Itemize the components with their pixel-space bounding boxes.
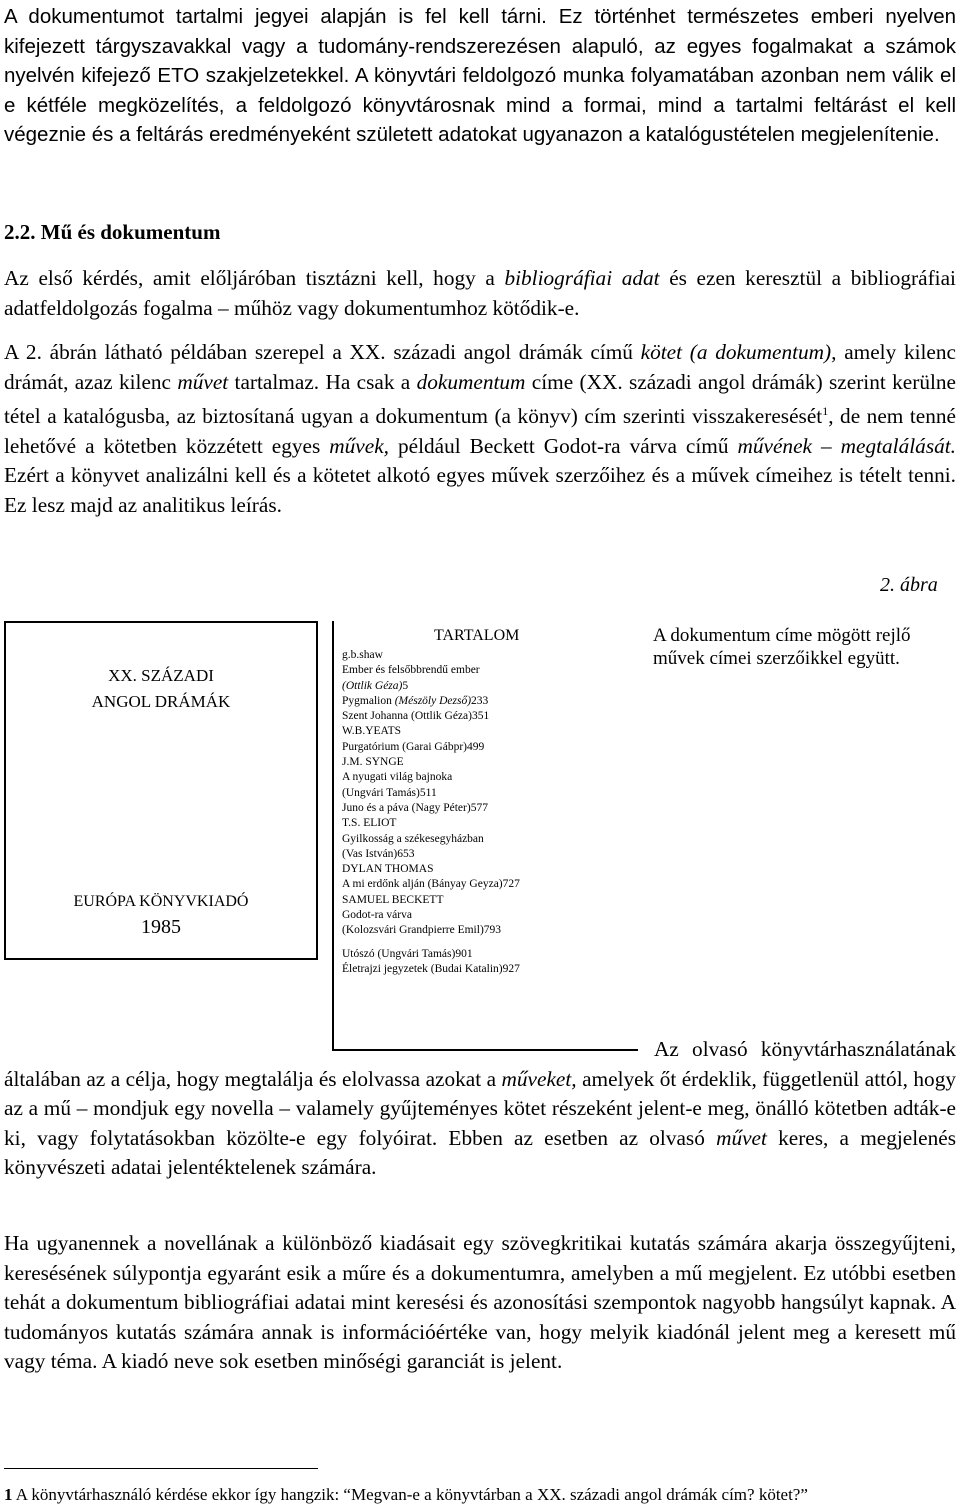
toc-entry-title: g.b.shaw [342, 649, 383, 661]
footnote-number: 1 [4, 1485, 13, 1504]
para2-emphasis-2: művet [177, 369, 229, 394]
section-heading: 2.2. Mű és dokumentum [4, 220, 221, 244]
para2-text-g: Ezért a könyvet analizálni kell és a kötetet alkotó egyes művek szerzőihez és a művek címeihez is tételt tenni. Ez lesz majd az analitikus leírás. [4, 463, 956, 517]
para3-text-a: Az olvasó könyvtárhasználatának általában az a célja, hogy megtalálja és elolvassa azokat a [4, 1037, 956, 1091]
toc-entry-title: T.S. ELIOT [342, 817, 397, 830]
toc-entry-page: 511 [419, 786, 437, 799]
toc-entry [342, 724, 624, 739]
toc-entry-title: DYLAN THOMAS [342, 863, 434, 876]
toc-entry-title: Gyilkosság a székesegyházban [342, 832, 484, 845]
toc-list [342, 648, 624, 939]
cover-publisher: EURÓPA KÖNYVKIADÓ [73, 893, 249, 910]
toc-entry-title: A nyugati világ bajnoka [342, 771, 453, 784]
toc-entry [342, 893, 624, 908]
toc-entry-page: 5 [402, 679, 409, 692]
toc-entry [342, 816, 624, 831]
toc-entry [342, 740, 624, 755]
footnote-rule [4, 1468, 318, 1469]
toc-entry-page: 577 [470, 801, 488, 814]
para2-emphasis-4: művek, [329, 433, 389, 458]
toc-entry [342, 877, 624, 892]
toc-heading: TARTALOM [434, 627, 520, 644]
paragraph-3 [4, 1035, 956, 1183]
toc-entry-title: Godot-ra várva [342, 909, 412, 922]
intro-paragraph [4, 2, 956, 150]
toc-entry-page: 793 [483, 924, 502, 937]
para2-text-c: tartalmaz. Ha csak a [228, 369, 417, 394]
toc-entry-title: A mi erdőnk alján (Bányay Geyza) [342, 878, 503, 891]
intro-sentence-2: A könyvtári feldolgozó munka folyamatában azonban nem válik el e kétféle megközelítés, a feldolgozó könyvtárosnak mind a formai, mind a tartalmi feltárást el kell végeznie és a feltárás eredményeként született adatokat ugyanazon a katalógustételen megjelenítenie. [4, 64, 956, 147]
toc-entry-title: W.B.YEATS [342, 725, 401, 738]
cover-title [6, 663, 316, 715]
book-cover-box [4, 621, 318, 960]
para3-text-b: amelyek őt érdeklik, függetlenül attól, hogy az a mű – mondjuk egy novella – valamely gyűjteményes kötet részeként jelent-e meg, önálló kötetben adták-e ki, vagy folytatásokban közölte-e egy folyóirat. Ebben az esetben az olvasó [4, 1066, 956, 1150]
para1-text-b: és ezen keresztül a bibliográfiai adatfeldolgozás fogalma – műhöz vagy dokumentumhoz kötődik-e. [4, 266, 956, 320]
toc-entry [342, 648, 624, 663]
toc-box [332, 621, 638, 1051]
toc-entry-title: Ember és felsőbbrendű ember [342, 664, 480, 677]
para2-emphasis-3: dokumentum [416, 369, 526, 394]
footnote-text: A könyvtárhasználó kérdése ekkor így hangzik: “Megvan-e a könyvtárban a XX. századi angol drámák cím? kötet?” [12, 1485, 808, 1504]
intro-sentence-1: A dokumentumot tartalmi jegyei alapján is fel kell tárni. Ez történhet természetes emberi nyelven kifejezett tárgyszavakkal vagy a tudomány-rendszerezésen alapuló, az egyes fogalmakat a számok nyelvén kifejező ETO szakjelzetekkel. [4, 5, 956, 88]
footnote-ref[interactable]: 1 [822, 404, 829, 418]
toc-after-entry-title: Életrajzi jegyzetek (Budai Katalin) [342, 963, 503, 976]
toc-entry-page: 727 [502, 878, 520, 891]
toc-entry-title: Szent Johanna (Ottlik Géza) [342, 710, 472, 723]
paragraph-1 [4, 264, 956, 323]
toc-entry-title: (Ottlik Géza) [342, 679, 403, 692]
toc-entry [342, 786, 624, 801]
toc-entry [342, 923, 624, 938]
toc-entry [342, 832, 624, 847]
para2-text-e: , de nem tenné lehetővé a kötetben közzétett egyes [4, 404, 956, 458]
toc-entry-title: J.M. SYNGE [342, 756, 404, 769]
para2-text-a: A 2. ábrán látható példában szerepel a XX. századi angol drámák című [4, 340, 641, 364]
para4-text: Ha ugyanennek a novellának a különböző kiadásait egy szövegkritikai kutatás számára akarja összegyűjteni, keresésének súlypontja egyaránt esik a műre és a dokumentumra, amelyben a mű megjelent. Ez utóbbi esetben tehát a dokumentum bibliográfiai adatai mint keresési és azonosítási szempontok nagyobb hangsúlyt kapnak. A tudományos kutatás számára annak is információértéke van, hogy melyik kiadónál jelent meg a keresett mű vagy téma. A kiadó neve sok esetben minőségi garanciát is jelent. [4, 1231, 956, 1373]
toc-entry-title: Pygmalion [342, 694, 395, 707]
toc-entry [342, 663, 624, 678]
toc-after-entry-page: 927 [502, 963, 520, 976]
toc-entry-page: 351 [471, 710, 490, 723]
toc-entry [342, 908, 624, 923]
toc-entry [342, 801, 624, 816]
para1-text-a: Az első kérdés, amit előljáróban tisztázni kell, hogy a [4, 266, 505, 290]
toc-entry-title: (Kolozsvári Grandpierre Emil) [342, 924, 484, 937]
toc-entry [342, 694, 624, 709]
cover-title-line-1: XX. SZÁZADI [108, 666, 214, 685]
toc-entry-title: Juno és a páva (Nagy Péter) [342, 801, 471, 814]
toc-entry-page: 499 [466, 740, 485, 753]
para2-text-f: például Beckett Godot-ra várva című [389, 433, 738, 458]
toc-entry-title: SAMUEL BECKETT [342, 893, 444, 906]
toc-after-list [342, 947, 624, 978]
para2-text-d: címe (XX. századi angol drámák) szerint kerülne tétel a katalógusba, az biztosítaná ugyan a dokumentum (a könyv) cím szerinti visszakeresését [4, 369, 956, 429]
paragraph-4 [4, 1229, 956, 1377]
footnote [4, 1484, 956, 1506]
toc-entry-page: 653 [397, 847, 415, 860]
para3-emphasis-1: műveket, [501, 1066, 577, 1091]
para3-text-c: keres, a megjelenés könyvészeti adatai jelentéktelenek számára. [4, 1125, 956, 1179]
toc-entry-title: Purgatórium (Garai Gábpr) [342, 740, 467, 753]
toc-entry [342, 862, 624, 877]
toc-entry [342, 709, 624, 724]
toc-entry [342, 755, 624, 770]
toc-entry [342, 679, 624, 694]
toc-after-entry-title: Utószó (Ungvári Tamás) [342, 948, 456, 960]
cover-title-line-2: ANGOL DRÁMÁK [91, 692, 231, 711]
para1-emphasis: bibliográfiai adat [504, 266, 660, 290]
toc-entry [342, 770, 624, 785]
toc-after-entry [342, 947, 624, 962]
para2-emphasis-5: művének – megtalálását. [737, 433, 956, 458]
toc-entry-title: (Vas István) [342, 847, 398, 860]
figure-note: A dokumentum címe mögött rejlő művek címei szerzőikkel együtt. [653, 625, 911, 669]
paragraph-2 [4, 338, 956, 520]
para2-text-b: amely kilenc drámát, azaz kilenc [4, 340, 956, 394]
toc-after-entry [342, 962, 624, 977]
para2-emphasis-1: kötet (a dokumentum), [640, 340, 837, 364]
toc-entry [342, 847, 624, 862]
para3-emphasis-2: művet [716, 1125, 767, 1150]
figure-label: 2. ábra [880, 574, 938, 596]
toc-entry-translator: (Mészöly Dezső) [394, 694, 472, 707]
cover-year: 1985 [141, 916, 181, 938]
toc-after-entry-page: 901 [455, 948, 473, 960]
toc-entry-title: (Ungvári Tamás) [342, 786, 420, 799]
toc-entry-page: 233 [471, 694, 489, 707]
